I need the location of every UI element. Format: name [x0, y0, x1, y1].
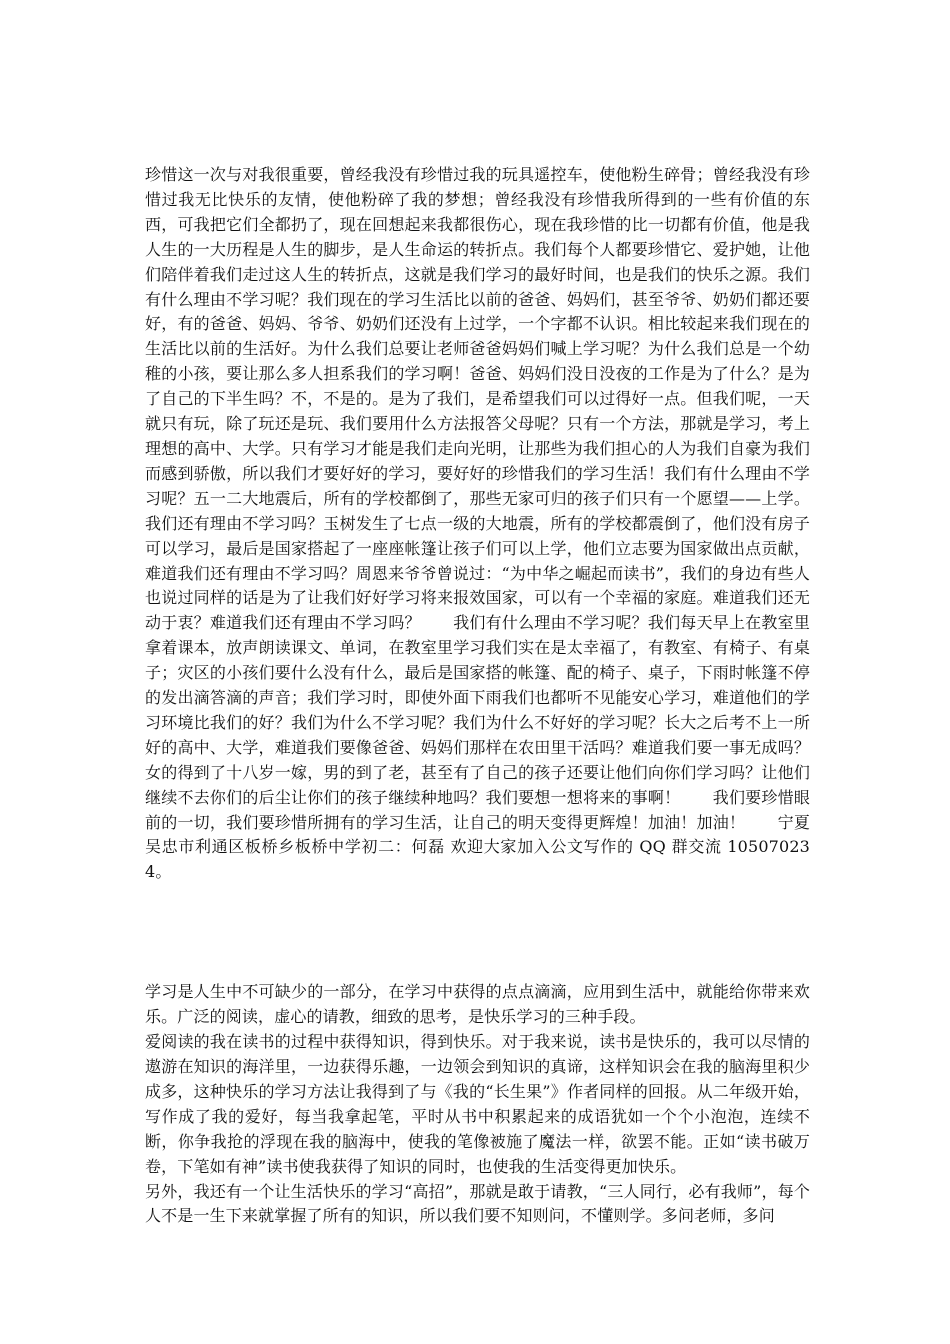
- section-gap: [145, 885, 810, 980]
- essay2-paragraph-asking: 另外，我还有一个让生活快乐的学习“高招”，那就是敢于请教，“三人同行，必有我师”，每个人不是一生下来就掌握了所有的知识，所以我们要不知则问，不懂则学。多问老师，多问: [145, 1181, 810, 1226]
- document-page: [145, 163, 810, 1229]
- essay2-paragraph-intro: 学习是人生中不可缺少的一部分，在学习中获得的点点滴滴，应用到生活中，就能给你带来欢乐。广泛的阅读，虚心的请教，细致的思考，是快乐学习的三种手段。: [145, 982, 810, 1027]
- essay2-paragraph-reading: 爱阅读的我在读书的过程中获得知识，得到快乐。对于我来说，读书是快乐的，我可以尽情的遨游在知识的海洋里，一边获得乐趣，一边领会到知识的真谛，这样知识会在我的脑海里积少成多，这种快乐的学习方法让我得到了与《我的“长生果”》作者同样的回报。从二年级开始，写作成了我的爱好，每当我拿起笔，平时从书中积累起来的成语犹如一个个小泡泡，连续不断，你争我抢的浮现在我的脑海中，使我的笔像被施了魔法一样，欲罢不能。正如“读书破万卷，下笔如有神”读书使我获得了知识的同时，也使我的生活变得更加快乐。: [145, 1032, 810, 1176]
- essay-paragraph: 珍惜这一次与对我很重要，曾经我没有珍惜过我的玩具遥控车，使他粉生碎骨；曾经我没有珍惜过我无比快乐的友情，使他粉碎了我的梦想；曾经我没有珍惜我所得到的一些有价值的东西，可我把它们全都扔了，现在回想起来我都很伤心，现在我珍惜的比一切都有价值，他是我人生的一大历程是人生的脚步，是人生命运的转折点。我们每个人都要珍惜它、爱护她，让他们陪伴着我们走过这人生的转折点，这就是我们学习的最好时间，也是我们的快乐之源。我们有什么理由不学习呢？我们现在的学习生活比以前的爸爸、妈妈们，甚至爷爷、奶奶们都还要好，有的爸爸、妈妈、爷爷、奶奶们还没有上过学，一个字都不认识。相比较起来我们现在的生活比以前的生活好。为什么我们总要让老师爸爸妈妈们喊上学习呢？为什么我们总是一个幼稚的小孩，要让那么多人担系我们的学习啊！爸爸、妈妈们没日没夜的工作是为了什么？是为了自己的下半生吗？不，不是的。是为了我们，是希望我们可以过得好一点。但我们呢，一天就只有玩，除了玩还是玩、我们要用什么方法报答父母呢？只有一个方法，那就是学习，考上理想的高中、大学。只有学习才能是我们走向光明，让那些为我们担心的人为我们自豪为我们而感到骄傲，所以我们才要好好的学习，要好好的珍惜我们的学习生活！我们有什么理由不学习呢？五一二大地震后，所有的学校都倒了，那些无家可归的孩子们只有一个愿望——上学。我们还有理由不学习吗？玉树发生了七点一级的大地震，所有的学校都震倒了，他们没有房子可以学习，最后是国家搭起了一座座帐篷让孩子们可以上学，他们立志要为国家做出点贡献，难道我们还有理由不学习吗？周恩来爷爷曾说过：“为中华之崛起而读书”，我们的身边有些人也说过同样的话是为了让我们好好学习将来报效国家，可以有一个幸福的家庭。难道我们还无动于衷？难道我们还有理由不学习吗？ 我们有什么理由不学习呢？我们每天早上在教室里拿着课本，放声朗读课文、单词，在教室里学习我们实在是太幸福了，有教室、有椅子、有桌子；灾区的小孩们要什么没有什么，最后是国家搭的帐篷、配的椅子、桌子，下雨时帐篷不停的发出滴答滴的声音；我们学习时，即使外面下雨我们也都听不见能安心学习，难道他们的学习环境比我们的好？我们为什么不学习呢？我们为什么不好好的学习呢？长大之后考不上一所好的高中、大学，难道我们要像爸爸、妈妈们那样在农田里干活吗？难道我们要一事无成吗？女的得到了十八岁一嫁，男的到了老，甚至有了自己的孩子还要让他们向你们学习吗？让他们继续不去你们的后尘让你们的孩子继续种地吗？我们要想一想将来的事啊！ 我们要珍惜眼前的一切，我们要珍惜所拥有的学习生活，让自己的明天变得更辉煌！加油！加油！ 宁夏吴忠市利通区板桥乡板桥中学初二：何磊 欢迎大家加入公文写作的 QQ 群交流 105070234。: [145, 165, 810, 882]
